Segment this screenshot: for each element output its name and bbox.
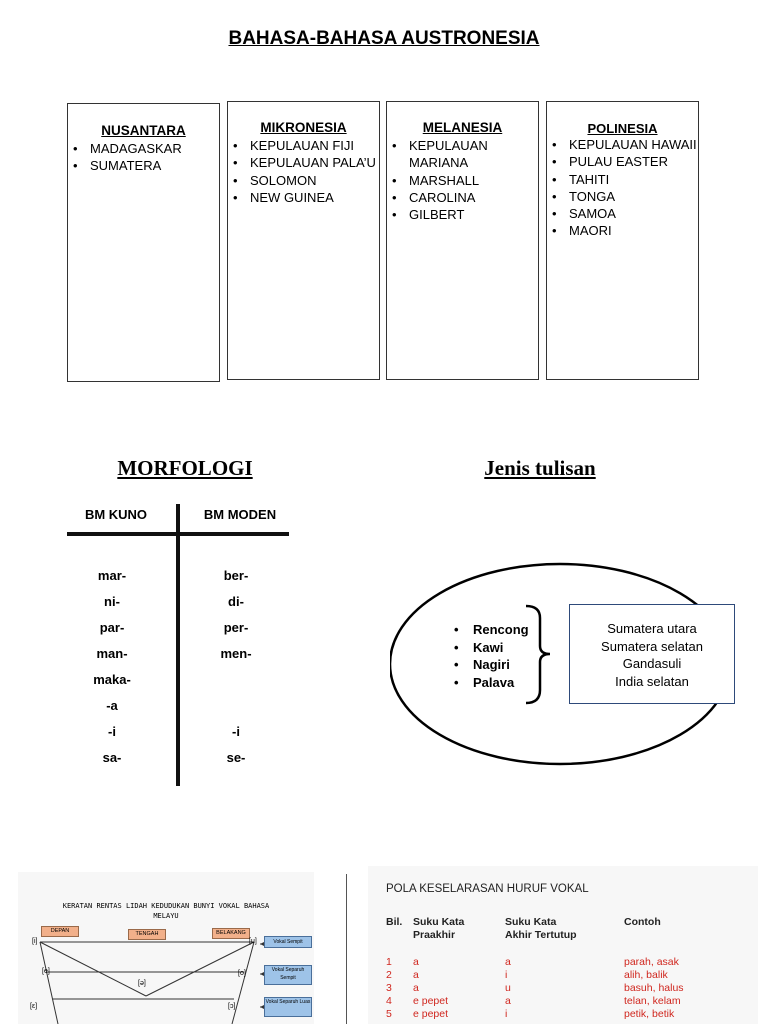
list-item: • TAHITI	[569, 171, 698, 188]
cell-praakhir: a	[413, 969, 419, 981]
col-header-bm-kuno: BM KUNO	[84, 507, 148, 522]
group-box-nusantara	[67, 103, 220, 382]
cell-akhir: u	[505, 982, 511, 994]
header-suku2-a: Suku Kata	[505, 916, 557, 928]
region-item: Gandasuli	[622, 656, 682, 671]
morph-item: per-	[223, 620, 249, 635]
table-row	[386, 1008, 734, 1021]
group-box-mikronesia	[227, 101, 380, 380]
page-title: BAHASA-BAHASA AUSTRONESIA	[228, 28, 540, 49]
header-bil: Bil.	[386, 916, 403, 928]
cell-akhir: i	[505, 969, 508, 981]
table-row	[386, 982, 734, 995]
morph-item: sa-	[102, 750, 122, 765]
table-header-row	[386, 929, 734, 942]
list-item: • MARSHALL	[409, 172, 510, 189]
vowel-symbol: [o]	[238, 970, 246, 977]
script-item: • Nagiri	[454, 656, 529, 674]
table-vertical-rule	[176, 504, 180, 786]
morph-item: men-	[220, 646, 252, 661]
morfologi-heading: MORFOLOGI	[117, 456, 253, 480]
table-row	[386, 956, 734, 969]
list-item: • KEPULAUAN PALA’U	[250, 154, 379, 171]
cell-contoh: petik, betik	[624, 1008, 675, 1020]
region-item: Sumatera selatan	[601, 638, 703, 654]
cell-contoh: basuh, halus	[624, 982, 684, 994]
header-suku1-b: Praakhir	[413, 929, 456, 941]
group-box-melanesia	[386, 101, 539, 380]
depan-tag: DEPAN	[41, 926, 79, 937]
header-suku2-b: Akhir Tertutup	[505, 929, 577, 941]
cell-akhir: i	[505, 1008, 508, 1020]
vowel-symbol: [ə]	[138, 980, 146, 987]
morph-item	[186, 693, 286, 719]
curly-brace-icon	[526, 606, 550, 703]
vokal-separuh-sempit-label: Vokal Separuh Sempit	[264, 965, 312, 985]
vokal-separuh-luas-label: Vokal Separuh Luas	[264, 997, 312, 1017]
cell-praakhir: e pepet	[413, 995, 449, 1007]
script-item: • Rencong	[454, 621, 529, 639]
morph-item: -a	[106, 698, 118, 713]
cell-akhir: a	[505, 956, 511, 968]
pola-figure	[368, 866, 758, 1024]
morph-item: di-	[228, 594, 244, 609]
list-item: • KEPULAUAN HAWAII	[569, 136, 698, 153]
cell-bil: 4	[386, 995, 392, 1007]
morph-item: se-	[226, 750, 246, 765]
morph-item: -i	[232, 724, 240, 739]
table-row	[386, 995, 734, 1008]
vowel-symbol: [u]	[249, 938, 257, 945]
cell-praakhir: a	[413, 982, 419, 994]
morph-item: ni-	[104, 594, 120, 609]
morph-item: man-	[96, 646, 128, 661]
morph-item: par-	[99, 620, 125, 635]
list-item: • MADAGASKAR	[90, 140, 219, 157]
vokal-sempit-label: Vokal Sempit	[264, 936, 312, 948]
header-contoh: Contoh	[624, 916, 661, 928]
group-list	[387, 137, 538, 223]
script-list	[454, 621, 529, 691]
cell-contoh: alih, balik	[624, 969, 668, 981]
jenis-tulisan-heading: Jenis tulisan	[484, 456, 596, 480]
cell-bil: 3	[386, 982, 392, 994]
vowel-symbol: [ε]	[30, 1003, 38, 1010]
vowel-symbol: [ɔ]	[228, 1003, 236, 1010]
group-list	[68, 140, 219, 175]
cell-contoh: parah, asak	[624, 956, 679, 968]
figure-divider	[346, 874, 347, 1024]
list-item: • SOLOMON	[250, 172, 379, 189]
table-row	[386, 969, 734, 982]
tengah-tag: TENGAH	[128, 929, 166, 940]
region-item: Sumatera utara	[607, 621, 697, 636]
region-box	[569, 604, 735, 704]
bm-kuno-column	[62, 563, 162, 771]
morph-item	[186, 667, 286, 693]
group-list	[547, 136, 698, 240]
group-heading: MELANESIA	[422, 120, 503, 135]
vowel-symbol: [i]	[32, 938, 38, 945]
morph-item: ber-	[223, 568, 249, 583]
pola-table	[386, 916, 734, 1021]
list-item: • CAROLINA	[409, 189, 510, 206]
list-item: • MAORI	[569, 222, 698, 239]
list-item: • SUMATERA	[90, 157, 219, 174]
vokal-figure-title: KERATAN RENTAS LIDAH KEDUDUKAN BUNYI VOKAL BAHASA MELAYU	[62, 902, 270, 920]
morph-item: mar-	[97, 568, 127, 583]
belakang-tag: BELAKANG	[212, 928, 250, 939]
group-box-polinesia	[546, 101, 699, 380]
cell-contoh: telan, kelam	[624, 995, 681, 1007]
morph-item: -i	[108, 724, 116, 739]
region-item: India selatan	[615, 673, 689, 689]
bm-moden-column	[186, 563, 286, 771]
cell-praakhir: e pepet	[413, 1008, 449, 1020]
group-heading: MIKRONESIA	[260, 120, 347, 135]
morph-item: maka-	[93, 672, 131, 687]
list-item: • GILBERT	[409, 206, 510, 223]
table-header-row	[386, 916, 734, 929]
cell-bil: 1	[386, 956, 392, 968]
cell-akhir: a	[505, 995, 511, 1007]
script-item: • Kawi	[454, 639, 529, 657]
group-heading: NUSANTARA	[101, 123, 186, 138]
vowel-symbol: [e]	[42, 968, 50, 975]
list-item: • SAMOA	[569, 205, 698, 222]
vokal-figure	[18, 872, 314, 1024]
cell-bil: 5	[386, 1008, 392, 1020]
header-suku1-a: Suku Kata	[413, 916, 465, 928]
group-heading: POLINESIA	[587, 121, 658, 136]
pola-title: POLA KESELARASAN HURUF VOKAL	[386, 883, 589, 895]
cell-praakhir: a	[413, 956, 419, 968]
col-header-bm-moden: BM MODEN	[203, 507, 277, 522]
list-item: • PULAU EASTER	[569, 153, 698, 170]
script-item: • Palava	[454, 674, 529, 692]
cell-bil: 2	[386, 969, 392, 981]
list-item: • KEPULAUAN FIJI	[250, 137, 379, 154]
group-list	[228, 137, 379, 206]
list-item: • TONGA	[569, 188, 698, 205]
list-item: • NEW GUINEA	[250, 189, 379, 206]
list-item: • KEPULAUAN MARIANA	[409, 137, 510, 172]
